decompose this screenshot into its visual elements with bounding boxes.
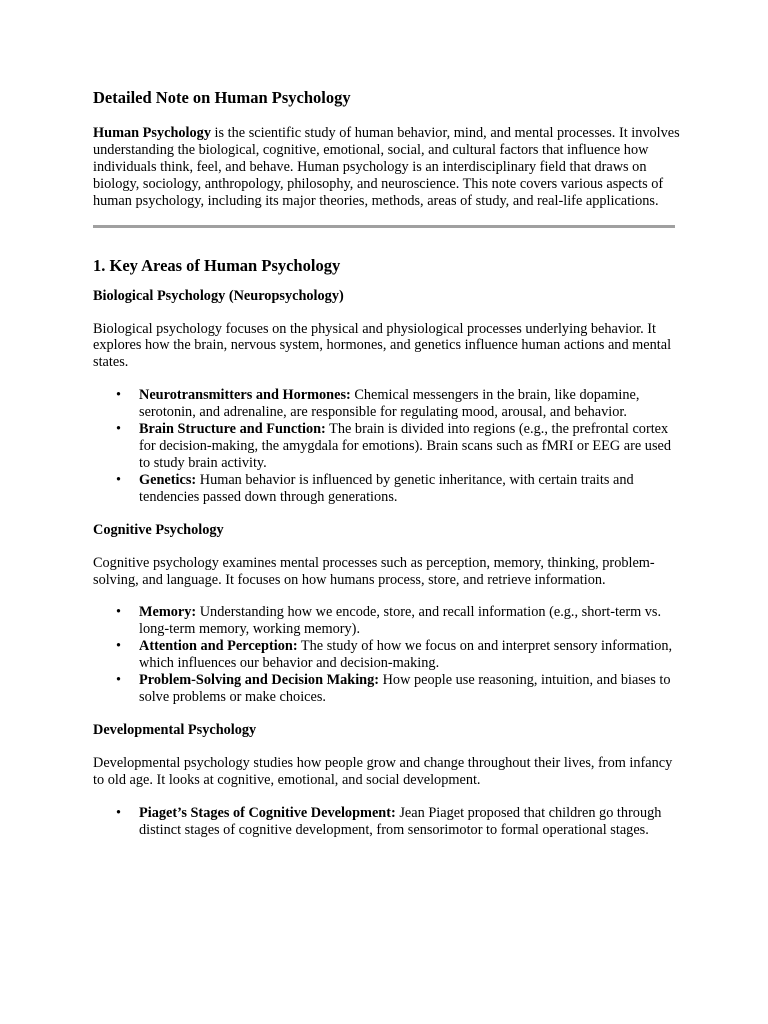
cognitive-paragraph: Cognitive psychology examines mental processes such as perception, memory, thinking, problem-solving, and language. It focuses on how humans process, store, and retrieve information.	[93, 554, 655, 588]
intro-term: Human Psychology	[93, 125, 211, 141]
developmental-paragraph: Developmental psychology studies how people grow and change throughout their lives, from infancy to old age. It looks at cognitive, emotional, and social development.	[93, 754, 673, 788]
list-item-term: Problem-Solving and Decision Making:	[139, 672, 380, 689]
list-item	[139, 638, 683, 672]
developmental-list	[93, 805, 683, 839]
subsection-title-cognitive: Cognitive Psychology	[93, 521, 224, 538]
list-item	[139, 472, 683, 506]
intro-paragraph	[93, 125, 683, 210]
cognitive-list	[93, 604, 683, 705]
biological-paragraph: Biological psychology focuses on the physical and physiological processes underlying behavior. It explores how the brain, nervous system, hormones, and genetics influence human actions and mental states.	[93, 320, 672, 371]
list-item-term: Neurotransmitters and Hormones:	[139, 387, 351, 404]
list-item-text: The brain is divided into regions (e.g., the prefrontal cortex for decision-making, the amygdala for emotions). Brain scans such as fMRI or EEG are used to study brain activity.	[139, 421, 672, 471]
list-item-term: Memory:	[139, 604, 197, 621]
list-item	[139, 805, 683, 839]
list-item-term: Brain Structure and Function:	[139, 421, 326, 438]
list-item-term: Genetics:	[139, 471, 197, 488]
intro-text: is the scientific study of human behavior, mind, and mental processes. It involves understanding the biological, cognitive, emotional, social, and cultural factors that influence how individuals think, feel, and behave. Human psychology is an interdisciplinary field that draws on biology, sociology, anthropology, philosophy, and neuroscience. This note covers various aspects of human psychology, including its major theories, methods, areas of study, and real-life applications.	[93, 125, 680, 209]
list-item	[139, 387, 683, 421]
list-item-text: Understanding how we encode, store, and recall information (e.g., short-term vs. long-term memory, working memory).	[139, 604, 662, 638]
section-title-key-areas: 1. Key Areas of Human Psychology	[93, 255, 341, 275]
list-item-term: Attention and Perception:	[139, 638, 298, 655]
document-page	[93, 88, 683, 854]
list-item	[139, 421, 683, 472]
list-item-text: The study of how we focus on and interpret sensory information, which influences our behavior and decision-making.	[139, 638, 673, 672]
list-item	[139, 604, 683, 638]
subsection-title-developmental: Developmental Psychology	[93, 721, 257, 738]
list-item-text: Chemical messengers in the brain, like dopamine, serotonin, and adrenaline, are responsible for regulating mood, arousal, and behavior.	[139, 387, 640, 421]
list-item	[139, 672, 683, 706]
list-item-text: How people use reasoning, intuition, and biases to solve problems or make choices.	[139, 672, 671, 705]
list-item-text: Human behavior is influenced by genetic inheritance, with certain traits and tendencies passed down through generations.	[139, 471, 634, 505]
subsection-title-biological: Biological Psychology (Neuropsychology)	[93, 287, 344, 304]
horizontal-divider	[93, 225, 675, 228]
list-item-term: Piaget’s Stages of Cognitive Development:	[139, 804, 396, 821]
list-item-text: Jean Piaget proposed that children go through distinct stages of cognitive development, from sensorimotor to formal operational stages.	[139, 804, 662, 838]
document-title: Detailed Note on Human Psychology	[93, 88, 351, 107]
biological-list	[93, 387, 683, 505]
